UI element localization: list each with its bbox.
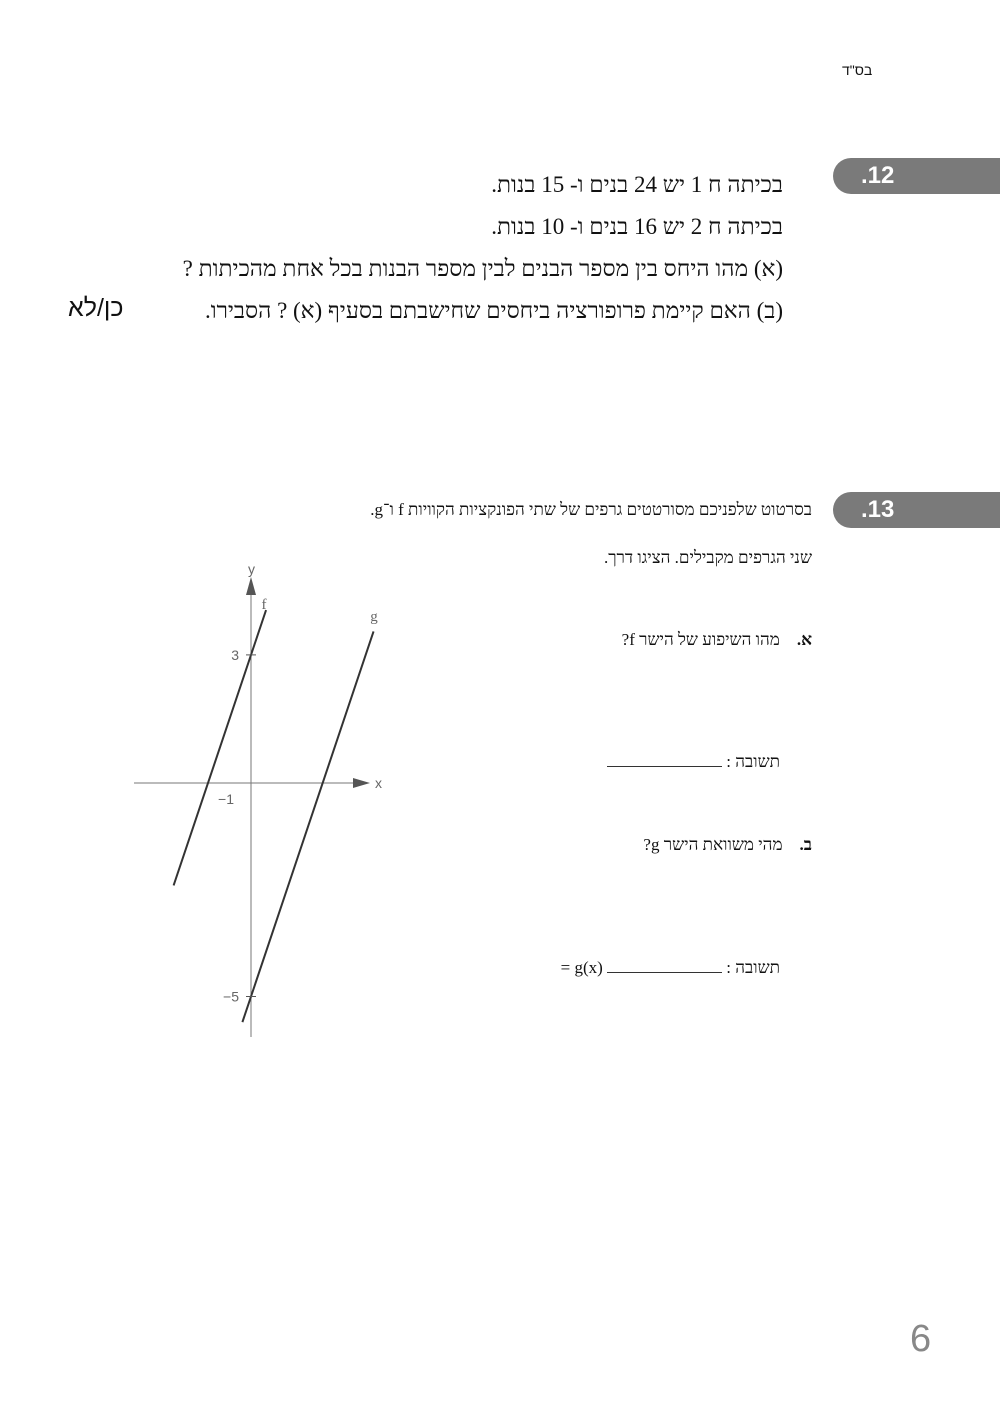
page-number: 6 (910, 1318, 932, 1360)
line-g (242, 631, 373, 1022)
q12-line1: בכיתה ח 1 יש 24 בנים ו- 15 בנות. (491, 172, 783, 197)
y-axis-arrow-icon (246, 577, 256, 595)
q13-intro2: שני הגרפים מקבילים. הציגו דרך. (603, 548, 812, 567)
q13-intro1: בסרטוט שלפניכם מסורטטים גרפים של שתי הפונקציות הקוויות f ו־g. (370, 500, 812, 519)
x-axis-label: x (375, 775, 382, 791)
gx-label: g(x) = (560, 958, 603, 977)
part-a-text: מהו השיפוע של הישר f? (621, 630, 780, 649)
x-axis-arrow-icon (353, 778, 370, 788)
question-13-badge: .13 (833, 492, 1000, 528)
y-tick-label: −5 (223, 988, 239, 1005)
yes-no-answer[interactable]: כן/לא (68, 294, 124, 322)
y-axis-label: y (248, 561, 255, 577)
answer-a-label: תשובה : (726, 752, 780, 771)
part-a-label: א. (796, 630, 812, 649)
y-tick-label: 3 (231, 646, 239, 663)
line-label-g: g (370, 609, 378, 625)
x-tick-label: −1 (218, 791, 234, 807)
q12-part-b: (ב) האם קיימת פרופורציה ביחסים שחישבתם בסעיף (א) ? הסבירו. (204, 298, 783, 323)
line-label-f: f (261, 597, 267, 613)
answer-b-label: תשובה : (726, 958, 780, 977)
bsd-header: בס"ד (842, 62, 873, 78)
question-12-badge: .12 (833, 158, 1000, 194)
q12-part-a: (א) מהו היחס בין מספר הבנים לבין מספר הבנות בכל אחת מהכיתות ? (182, 256, 783, 281)
part-b-text: מהי משוואת הישר g? (643, 835, 783, 854)
q12-line2: בכיתה ח 2 יש 16 בנים ו- 10 בנות. (491, 214, 783, 239)
part-b-label: ב. (799, 835, 812, 854)
line-f (174, 610, 266, 885)
